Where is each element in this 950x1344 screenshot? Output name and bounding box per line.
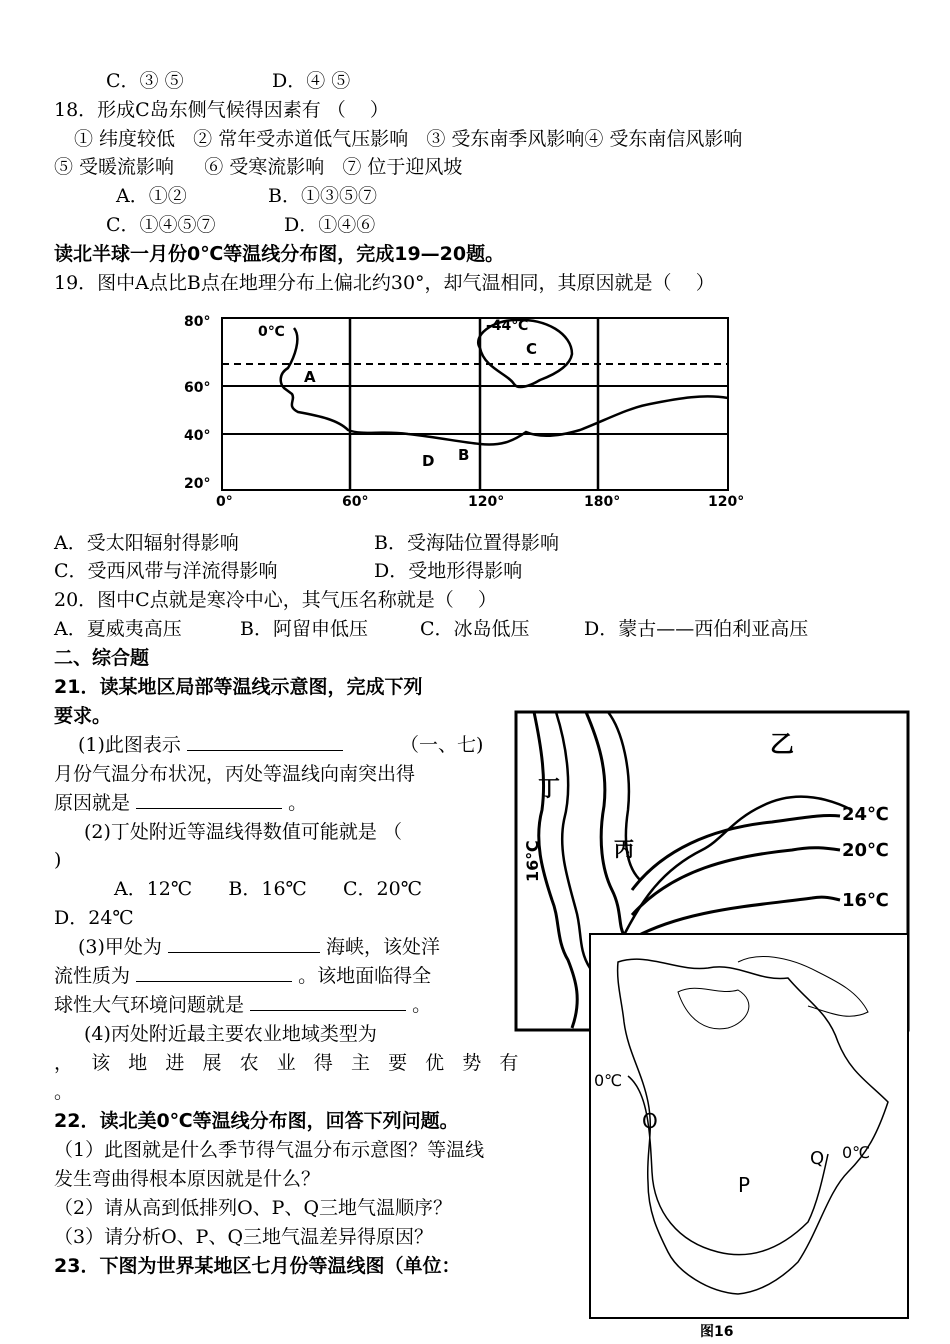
map2-label-16c: 16℃ bbox=[842, 890, 889, 911]
q17-option-d: D．④ ⑤ bbox=[272, 70, 351, 92]
map2-label-yi: 乙 bbox=[770, 730, 794, 758]
q19-option-c: C．受西风带与洋流得影响 bbox=[54, 560, 278, 582]
q20-stem: 20．图中C点就是寒冷中心，其气压名称就是（ ） bbox=[54, 589, 497, 611]
q21-part1d: 原因就是 。 bbox=[54, 792, 308, 814]
map1-y-label-20: 20° bbox=[184, 476, 211, 492]
map1-x-label-180: 180° bbox=[584, 494, 621, 510]
q18-option-d: D．①④⑥ bbox=[284, 214, 376, 236]
q21-part1b: （一、七) bbox=[400, 734, 484, 756]
q18-line2: ⑤ 受暖流影响 ⑥ 受寒流影响 ⑦ 位于迎风坡 bbox=[54, 156, 463, 178]
isotherm-map-january bbox=[180, 308, 760, 518]
map3-point-q: Q bbox=[810, 1148, 825, 1169]
q21-title-line2: 要求。 bbox=[54, 705, 112, 727]
map1-point-c: C bbox=[526, 340, 538, 358]
map1-y-label-60: 60° bbox=[184, 380, 211, 396]
q22-sub2: （2）请从高到低排列O、P、Q三地气温顺序？ bbox=[54, 1197, 453, 1219]
q21-options: A．12℃ B．16℃ C．20℃ bbox=[114, 878, 422, 900]
q21-blank-month[interactable] bbox=[187, 732, 343, 751]
q21-title-line1: 21．读某地区局部等温线示意图，完成下列 bbox=[54, 676, 423, 698]
q22-sub1a: （1）此图就是什么季节得气温分布示意图？等温线 bbox=[54, 1139, 485, 1161]
q18-option-b: B．①③⑤⑦ bbox=[268, 185, 377, 207]
q18-stem: 18．形成C岛东侧气候得因素有 （ ） bbox=[54, 99, 389, 121]
q19-option-a: A．受太阳辐射得影响 bbox=[54, 532, 239, 554]
map1-point-b: B bbox=[458, 446, 470, 464]
map1-y-label-40: 40° bbox=[184, 428, 211, 444]
q21-part4a: (4)丙处附近最主要农业地域类型为 bbox=[84, 1023, 377, 1045]
q20-option-d: D．蒙古——西伯利亚高压 bbox=[584, 618, 809, 640]
q20-option-a: A．夏威夷高压 bbox=[54, 618, 182, 640]
q22-title: 22．读北美0℃等温线分布图，回答下列问题。 bbox=[54, 1110, 459, 1132]
intro-19-20: 读北半球一月份0℃等温线分布图，完成19—20题。 bbox=[54, 243, 505, 265]
q21-part2a: (2)丁处附近等温线得数值可能就是 （ bbox=[84, 821, 402, 843]
map1-label-minus44: -44℃ bbox=[486, 318, 529, 334]
q22-sub1b: 发生弯曲得根本原因就是什么？ bbox=[54, 1168, 321, 1190]
map1-x-label-60: 60° bbox=[342, 494, 369, 510]
map1-point-a: A bbox=[304, 368, 316, 386]
q21-part1a: (1)此图表示 bbox=[78, 732, 343, 758]
q22-sub3: （3）请分析O、P、Q三地气温差异得原因？ bbox=[54, 1226, 434, 1248]
map3-point-p: P bbox=[738, 1173, 751, 1197]
map1-point-d: D bbox=[422, 452, 435, 470]
q21-part4b: ， 该 地 进 展 农 业 得 主 要 优 势 有 bbox=[54, 1052, 519, 1074]
map2-label-bing: 丙 bbox=[614, 837, 634, 861]
map1-x-label-120: 120° bbox=[468, 494, 505, 510]
q17-option-c: C．③ ⑤ bbox=[106, 70, 184, 92]
map3-label-0c-right: 0℃ bbox=[842, 1143, 871, 1162]
map2-coast-inner bbox=[586, 712, 624, 935]
map1-y-label-80: 80° bbox=[184, 314, 211, 330]
map1-x-label-0: 0° bbox=[216, 494, 233, 510]
q21-blank-reason[interactable] bbox=[136, 790, 282, 809]
north-america-isotherm-map bbox=[588, 932, 912, 1344]
map2-label-16c-vertical: 16℃ bbox=[523, 840, 542, 882]
q19-option-b: B．受海陆位置得影响 bbox=[374, 532, 559, 554]
section-heading: 二、综合题 bbox=[54, 647, 150, 669]
map2-label-24c: 24℃ bbox=[842, 804, 889, 825]
map2-isotherm-16-vertical bbox=[556, 712, 590, 968]
map2-label-20c: 20℃ bbox=[842, 840, 889, 861]
map2-label-ding: 丁 bbox=[538, 777, 561, 802]
q20-option-c: C．冰岛低压 bbox=[420, 618, 530, 640]
map3-point-o: O bbox=[642, 1109, 658, 1133]
q21-blank-strait[interactable] bbox=[168, 934, 320, 953]
q21-part2b: ) bbox=[54, 849, 62, 871]
q20-option-b: B．阿留申低压 bbox=[240, 618, 368, 640]
map1-label-0c: 0℃ bbox=[258, 324, 285, 340]
q23-title: 23．下图为世界某地区七月份等温线图（单位： bbox=[54, 1255, 461, 1277]
map3-caption: 图16 bbox=[700, 1324, 734, 1340]
q18-line1: ① 纬度较低 ② 常年受赤道低气压影响 ③ 受东南季风影响④ 受东南信风影响 bbox=[74, 128, 743, 150]
q21-part3e: 球性大气环境问题就是 。 bbox=[54, 994, 432, 1016]
q18-option-a: A．①② bbox=[116, 185, 187, 207]
q19-option-d: D．受地形得影响 bbox=[374, 560, 523, 582]
q21-blank-environment[interactable] bbox=[250, 992, 406, 1011]
q21-blank-current[interactable] bbox=[136, 963, 292, 982]
map3-frame bbox=[590, 934, 908, 1318]
q21-part3a: (3)甲处为 海峡，该处洋 bbox=[78, 936, 441, 958]
map1-x-label-120b: 120° bbox=[708, 494, 745, 510]
q19-stem: 19．图中A点比B点在地理分布上偏北约30°，却气温相同，其原因就是（ ） bbox=[54, 272, 715, 294]
q21-part1c: 月份气温分布状况，丙处等温线向南突出得 bbox=[54, 763, 416, 785]
q21-option-d: D．24℃ bbox=[54, 907, 134, 929]
q21-part3c: 流性质为 。该地面临得全 bbox=[54, 965, 432, 987]
q18-option-c: C．①④⑤⑦ bbox=[106, 214, 216, 236]
q21-part4c: 。 bbox=[54, 1081, 74, 1103]
map3-label-0c-left: 0℃ bbox=[594, 1071, 623, 1090]
